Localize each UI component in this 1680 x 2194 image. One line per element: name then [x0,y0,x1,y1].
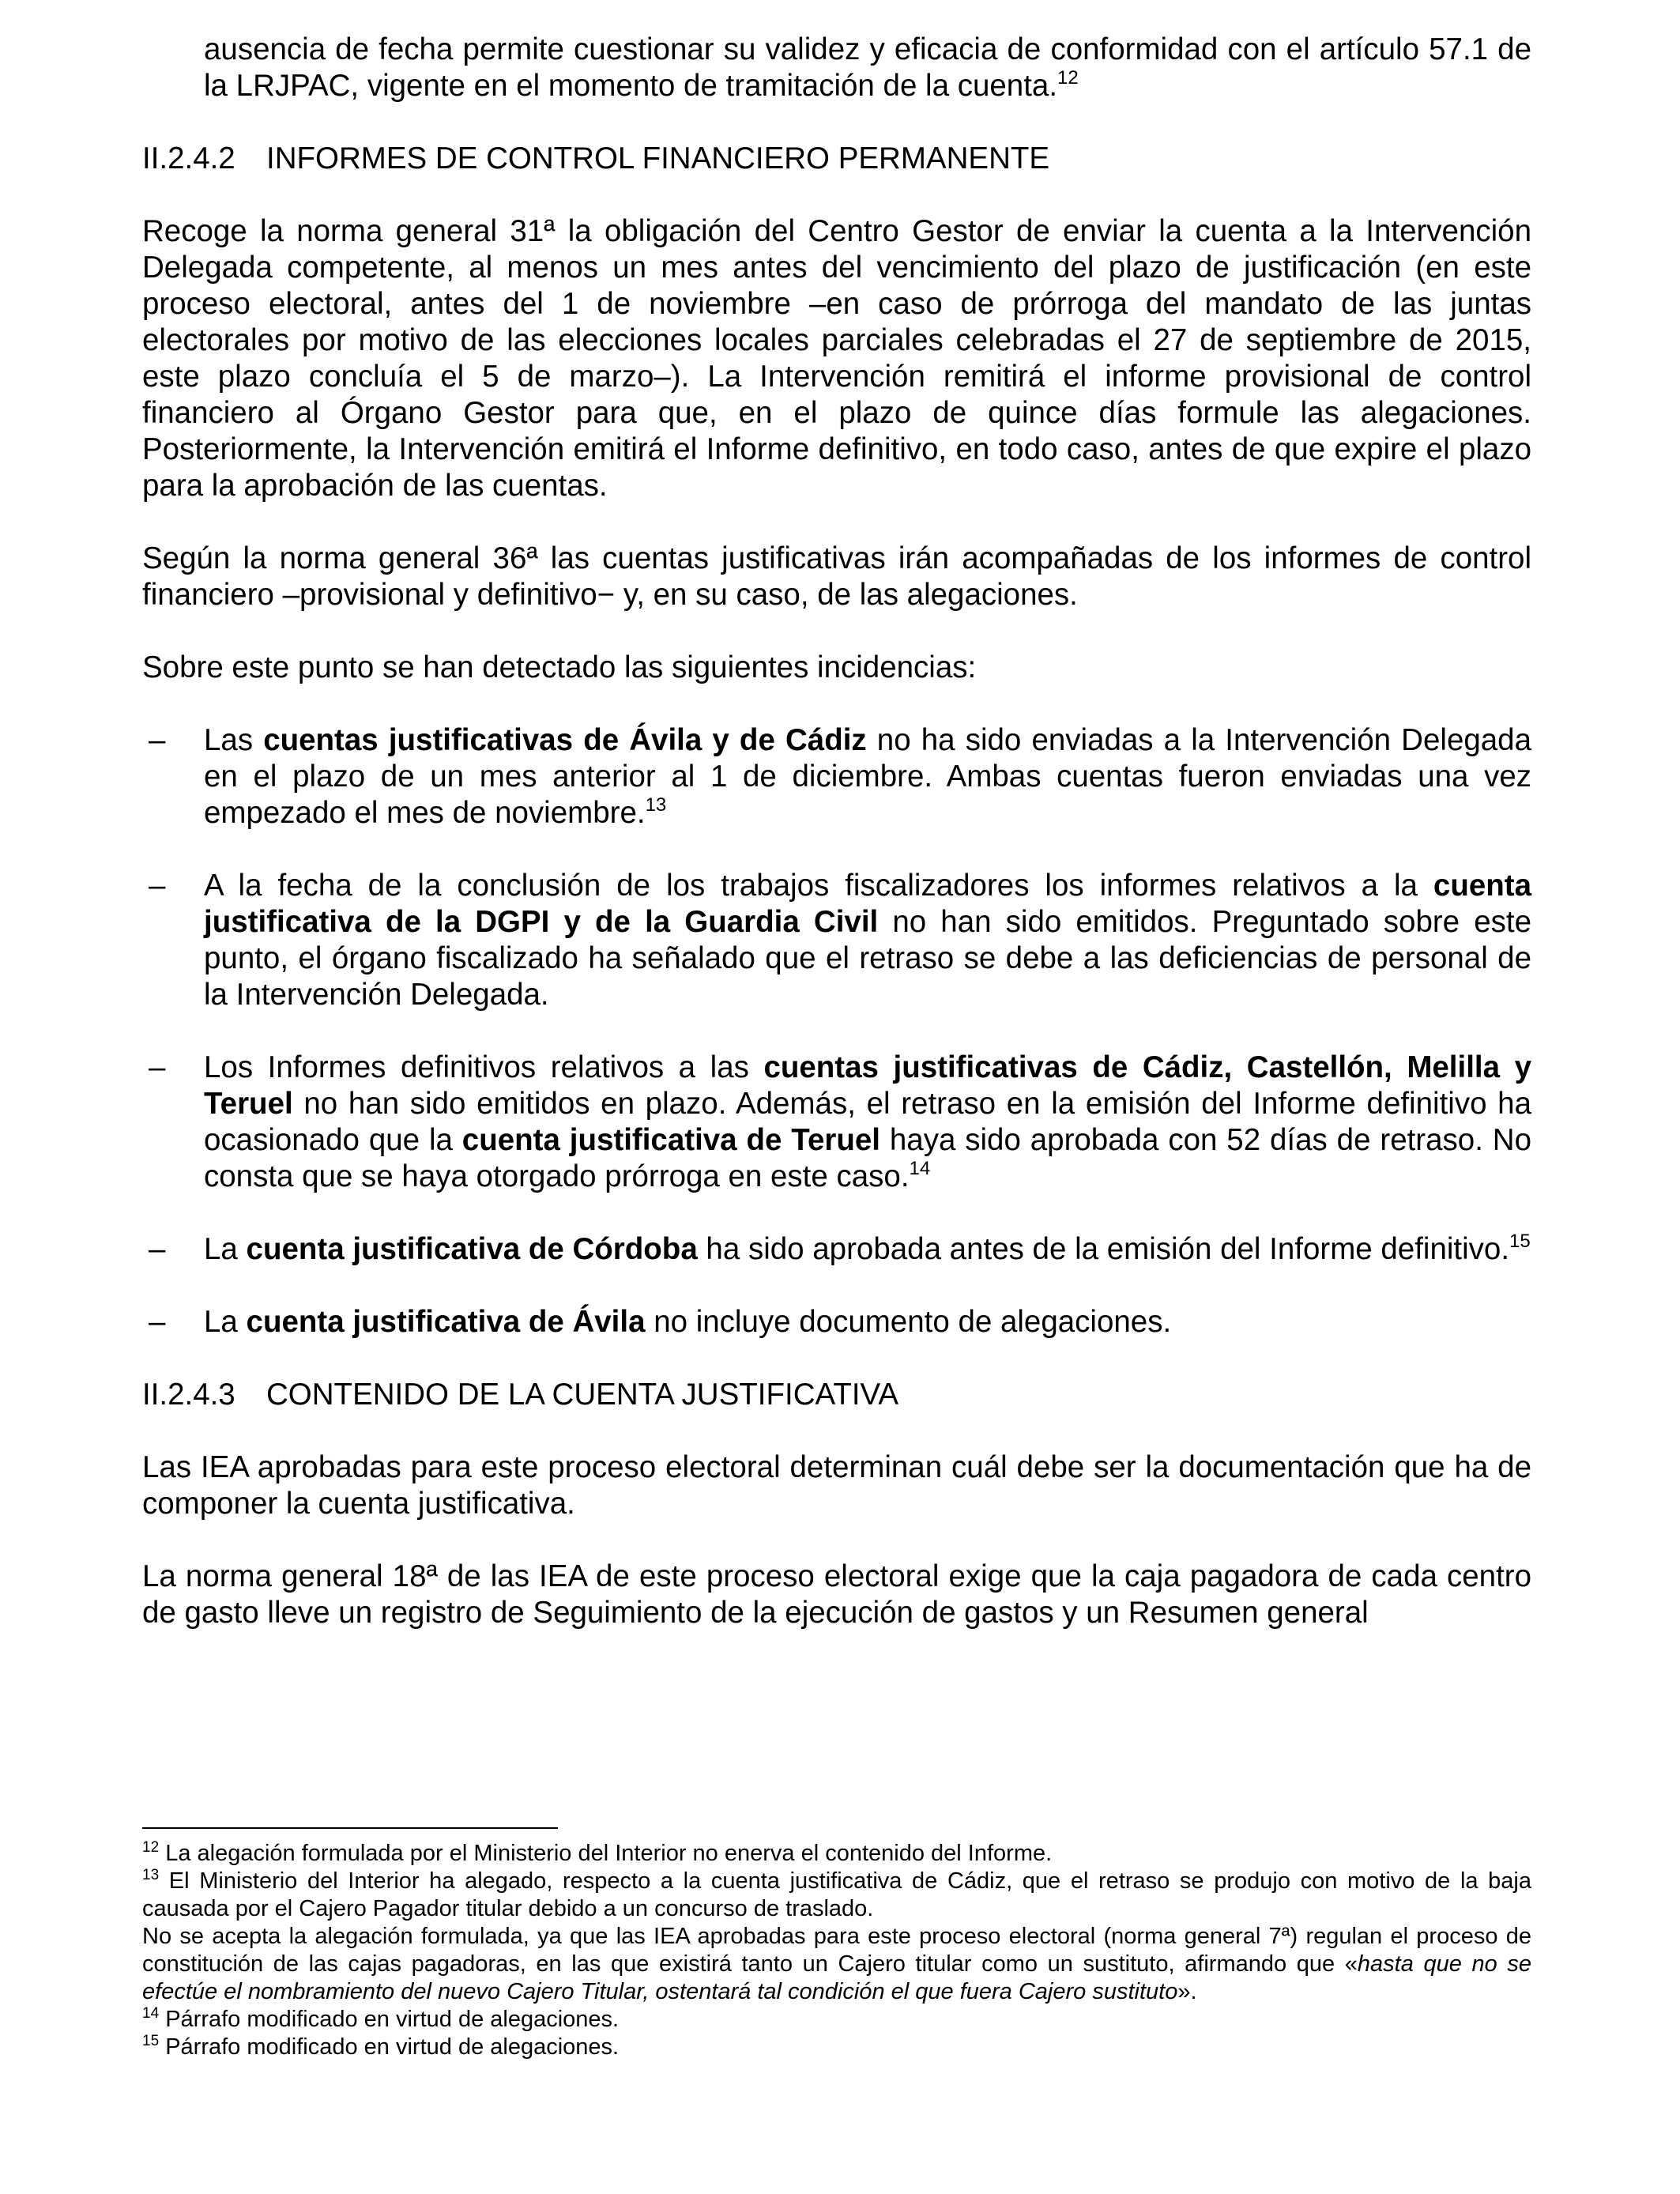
list-item: – Las cuentas justificativas de Ávila y de Cádiz no ha sido enviadas a la Intervención Delegada en el plazo de un mes anterior al 1 de diciembre. Ambas cuentas fueron enviadas una vez empezado el mes de noviembre.$^{13}$ [149,723,1532,830]
section-title: CONTENIDO DE LA CUENTA JUSTIFICATIVA [266,1378,899,1412]
bullet-dash: – [149,1050,166,1084]
footnote-13-continuation: No se acepta la alegación formulada, ya que las IEA aprobadas para este proceso electoral (norma general 7ª) regulan el proceso de constitución de las cajas pagadoras, en las que existirá tanto un Cajero titular como un sustituto, afirmando que «hasta que no se efectúe el nombramiento del nuevo Cajero Titular, ostentará tal condición el que fuera Cajero sustituto». [142,1924,1531,2004]
paragraph-norma-18: La norma general 18ª de las IEA de este proceso electoral exige que la caja pagadora de cada centro de gasto lleve un registro de Seguimiento de la ejecución de gastos y un Resumen general [142,1559,1531,1630]
paragraph-norma-36: Según la norma general 36ª las cuentas justificativas irán acompañadas de los informes de control financiero –provisional y definitivo− y, en su caso, de las alegaciones. [142,541,1531,612]
footnote-14: $^{14}$ Párrafo modificado en virtud de alegaciones. [142,2005,620,2032]
paragraph-iea-documentacion: Las IEA aprobadas para este proceso electoral determinan cuál debe ser la documentación que ha de componer la cuenta justificativa. [142,1450,1531,1521]
section-number: II.2.4.3 [142,1378,235,1412]
footnote-15: $^{15}$ Párrafo modificado en virtud de alegaciones. [142,2033,620,2060]
footnote-ref-15[interactable]: 15 [1509,1231,1531,1252]
section-heading-ii-2-4-2 [142,141,1531,177]
bullet-dash: – [149,1305,166,1339]
list-item: – Los Informes definitivos relativos a las cuentas justificativas de Cádiz, Castellón, Melilla y Teruel no han sido emitidos en plazo. Además, el retraso en la emisión del Informe definitivo ha ocasionado que la cuenta justificativa de Teruel haya sido aprobada con 52 días de retraso. No consta que se haya otorgado prórroga en este caso.$^{14}$ [149,1050,1531,1193]
bullet-dash: – [149,723,166,757]
footnote-ref-14[interactable]: 14 [909,1158,931,1179]
section-heading-ii-2-4-3 [142,1377,1531,1413]
document-page [142,32,1531,1631]
bullet-dash: – [149,869,166,903]
list-item: – La cuenta justificativa de Ávila no incluye documento de alegaciones. [149,1305,1172,1339]
footnote-13: $^{13}$ El Ministerio del Interior ha alegado, respecto a la cuenta justificativa de Cádiz, que el retraso se produjo con motivo de la baja causada por el Cajero Pagador titular debido a un concurso de traslado. [142,1867,1531,1921]
list-item: – La cuenta justificativa de Córdoba ha sido aprobada antes de la emisión del Informe definitivo.$^{15}$ [149,1231,1531,1266]
footnote-ref-13[interactable]: 13 [645,794,667,816]
bullet-dash: – [149,1232,166,1266]
paragraph-norma-31: Recoge la norma general 31ª la obligación del Centro Gestor de enviar la cuenta a la Intervención Delegada competente, al menos un mes antes del vencimiento del plazo de justificación (en este proceso electoral, antes del 1 de noviembre –en caso de prórroga del mandato de las juntas electorales por motivo de las elecciones locales parciales celebradas el 27 de septiembre de 2015, este plazo concluía el 5 de marzo–). La Intervención remitirá el informe provisional de control financiero al Órgano Gestor para que, en el plazo de quince días formule las alegaciones. Posteriormente, la Intervención emitirá el Informe definitivo, en todo caso, antes de que expire el plazo para la aprobación de las cuentas. [142,214,1531,503]
paragraph-incidencias-intro: Sobre este punto se han detectado las siguientes incidencias: [142,650,977,684]
continuation-paragraph: ausencia de fecha permite cuestionar su validez y eficacia de conformidad con el artículo 57.1 de la LRJPAC, vigente en el momento de tramitación de la cuenta.$^{12}$ [204,32,1531,103]
section-number: II.2.4.2 [142,141,235,175]
footnote-ref-12[interactable]: 12 [1057,67,1079,89]
list-item: – A la fecha de la conclusión de los trabajos fiscalizadores los informes relativos a la cuenta justificativa de la DGPI y de la Guardia Civil no han sido emitidos. Preguntado sobre este punto, el órgano fiscalizado ha señalado que el retraso se debe a las deficiencias de personal de la Intervención Delegada. [149,869,1531,1012]
footnote-12: $^{12}$ La alegación formulada por el Ministerio del Interior no enerva el contenido del Informe. [142,1839,1053,1866]
section-title: INFORMES DE CONTROL FINANCIERO PERMANENTE [266,141,1050,175]
footnote-separator [142,1827,558,1829]
footnotes [142,1827,1531,2061]
